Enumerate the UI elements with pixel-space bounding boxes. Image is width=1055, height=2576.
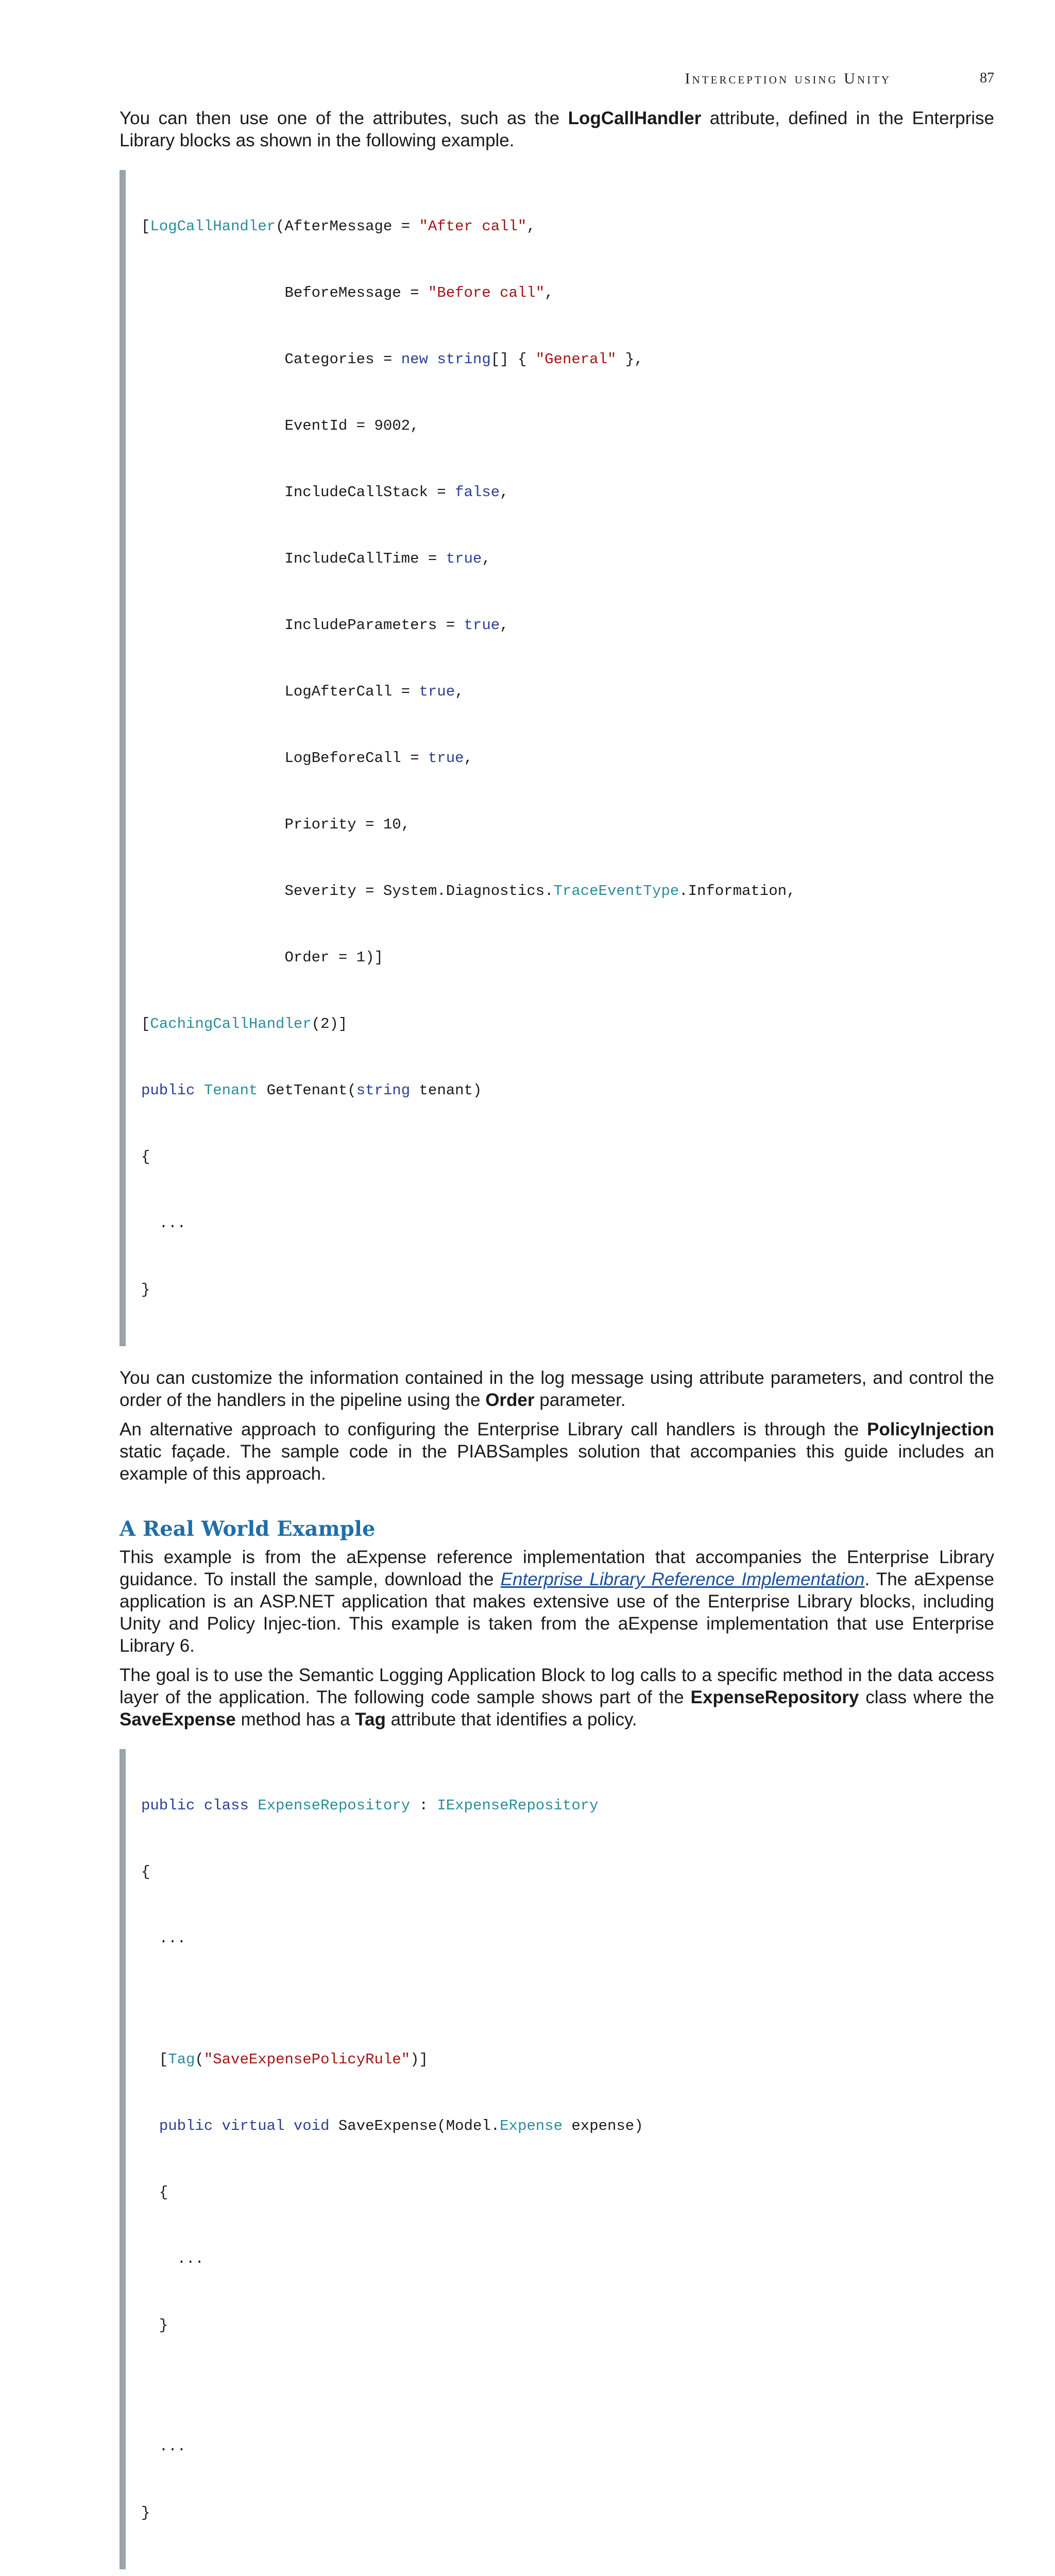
code-line: LogBeforeCall = true,: [141, 750, 473, 767]
code-line: ...: [141, 2250, 204, 2267]
code-line: EventId = 9002,: [141, 417, 419, 434]
running-title: Interception using Unity: [685, 70, 891, 87]
bold-term: Tag: [355, 1709, 386, 1730]
text: You can customize the information contained in the log message using attribute parameters, and control the order of the handlers in the pipeline using the: [120, 1368, 994, 1410]
code-line: Severity = System.Diagnostics.TraceEventType.Information,: [141, 883, 796, 900]
code-block-logcallhandler: [120, 170, 994, 1346]
code-line: IncludeCallStack = false,: [141, 484, 509, 501]
paragraph-intro: [120, 107, 994, 151]
text: attribute that identifies a policy.: [385, 1709, 637, 1730]
code-line: ...: [141, 2438, 186, 2455]
code-line: [LogCallHandler(AfterMessage = "After call",: [141, 218, 536, 235]
text: . The aExpense application is an ASP.NET application that makes extensive use of the Enterprise Library blocks, including Unity and Policy Injec-tion. This example is taken from the aExpense implementation that use Enterprise Library 6.: [120, 1569, 994, 1656]
page-header: [120, 70, 994, 91]
code-line: public Tenant GetTenant(string tenant): [141, 1082, 482, 1099]
code-line: public class ExpenseRepository : IExpenseRepository: [141, 1797, 599, 1814]
code-line: {: [141, 2184, 168, 2201]
code-block-expense-repository: [120, 1749, 994, 2569]
text: parameter.: [534, 1390, 626, 1410]
code-line: ...: [141, 1215, 186, 1232]
text: static façade. The sample code in the PIABSamples solution that accompanies this guide includes an example of this approach.: [120, 1442, 994, 1484]
code-line-gap: [141, 2381, 994, 2391]
code-line: LogAfterCall = true,: [141, 683, 464, 700]
code-line: public virtual void SaveExpense(Model.Expense expense): [159, 2117, 643, 2134]
bold-term: LogCallHandler: [568, 108, 702, 128]
code-line-gap: [141, 1994, 994, 2004]
code-line: IncludeParameters = true,: [141, 617, 509, 634]
reference-implementation-link[interactable]: Enterprise Library Reference Implementation: [500, 1569, 865, 1589]
text: class where the: [859, 1687, 994, 1707]
bold-term: Order: [485, 1390, 535, 1410]
code-line: Categories = new string[] { "General" },: [141, 351, 643, 368]
code-line: IncludeCallTime = true,: [141, 550, 491, 567]
code-line: {: [141, 1863, 150, 1880]
code-line: [CachingCallHandler(2)]: [141, 1015, 348, 1032]
code-line: Order = 1)]: [141, 949, 383, 966]
text: This example is from the aExpense reference implementation that accompanies the Enterprise Library guidance. To install the sample, download the: [120, 1547, 994, 1589]
text: attribute, defined in the Enterprise Library blocks as shown in the following example.: [120, 108, 994, 150]
code-line: BeforeMessage = "Before call",: [141, 284, 554, 301]
page-content: [120, 107, 994, 2576]
code-line: Priority = 10,: [141, 816, 411, 833]
paragraph-customize: [120, 1367, 994, 1411]
text: You can then use one of the attributes, such as the: [120, 108, 568, 128]
code-line: ...: [141, 1930, 186, 1947]
code-line: {: [141, 1148, 150, 1165]
text: The goal is to use the Semantic Logging Application Block to log calls to a specific method in the data access layer of the application. The following code sample shows part of the: [120, 1665, 994, 1707]
bold-term: PolicyInjection: [867, 1419, 994, 1439]
paragraph-goal: [120, 1664, 994, 1731]
bold-term: SaveExpense: [120, 1709, 236, 1730]
code-line: }: [141, 2504, 150, 2521]
text: An alternative approach to configuring the Enterprise Library call handlers is through the: [120, 1419, 867, 1439]
section-heading: A Real World Example: [120, 1517, 376, 1541]
paragraph-alternative: [120, 1418, 994, 1485]
bold-term: ExpenseRepository: [690, 1687, 859, 1707]
code-line: [Tag("SaveExpensePolicyRule")]: [141, 2051, 428, 2068]
code-line: }: [141, 2317, 168, 2334]
page-number: 87: [980, 70, 994, 86]
text: method has a: [235, 1709, 355, 1730]
code-line: }: [141, 1281, 150, 1298]
paragraph-real-world: [120, 1546, 994, 1657]
